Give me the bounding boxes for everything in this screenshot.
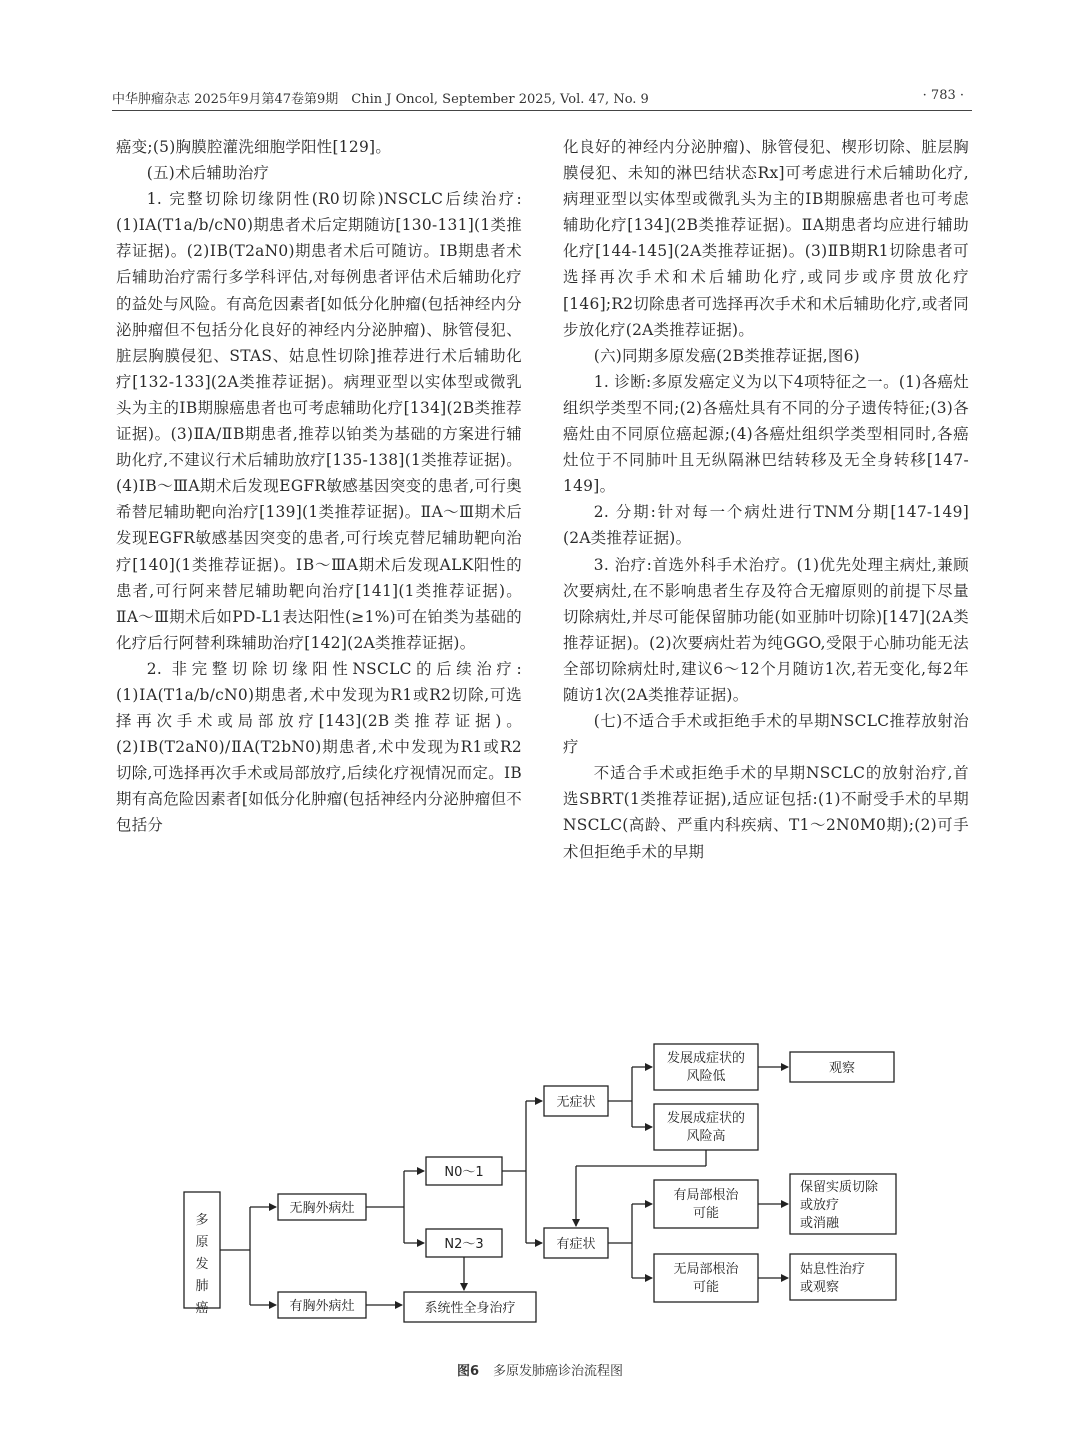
page-number: · 783 ·: [922, 88, 964, 103]
node-start-label: 多原发肺癌: [195, 1213, 209, 1316]
node-local-possible-label: 有局部根治可能: [673, 1188, 739, 1221]
running-header: [112, 86, 972, 111]
journal-info: 中华肿瘤杂志 2025年9月第47卷第9期 Chin J Oncol, September 2025, Vol. 47, No. 9: [112, 92, 649, 107]
node-systemic-label: 系统性全身治疗: [424, 1301, 516, 1316]
node-has-extrathoracic-label: 有胸外病灶: [289, 1299, 355, 1314]
section-heading: (七)不适合手术或拒绝手术的早期NSCLC推荐放射治疗: [563, 712, 969, 757]
node-no-extrathoracic-label: 无胸外病灶: [289, 1201, 355, 1216]
paragraph: 2. 非完整切除切缘阳性NSCLC的后续治疗:(1)ⅠA(T1a/b/cN0)期患者,术中发现为R1或R2切除,可选择再次手术或局部放疗[143](2B类推荐证据)。(2)ⅠB(T2aN0)/ⅡA(T2bN0)期患者,术中发现为R1或R2切除,可选择再次手术或局部放疗,后续化疗视情况而定。ⅠB期有高危险因素者[如低分化肿瘤(包括神经内分泌肿瘤但不包括分: [116, 659, 522, 835]
node-preserve-label: 保留实质切除或放疗或消融: [800, 1180, 879, 1231]
node-n0-1-label: N0～1: [444, 1165, 484, 1180]
right-column: [563, 134, 969, 865]
section-heading: (六)同期多原发癌(2B类推荐证据,图6): [593, 346, 860, 365]
node-observe-label: 观察: [828, 1061, 856, 1076]
left-column: [116, 134, 522, 839]
node-local-impossible-label: 无局部根治可能: [673, 1262, 739, 1295]
node-n2-3-label: N2～3: [444, 1237, 484, 1252]
figure-caption: [0, 1360, 1080, 1379]
section-heading: (五)术后辅助治疗: [146, 164, 270, 183]
node-low-risk-label: 发展成症状的风险低: [666, 1051, 746, 1084]
paragraph: 不适合手术或拒绝手术的早期NSCLC的放射治疗,首选SBRT(1类推荐证据),适应证包括:(1)不耐受手术的早期NSCLC(高龄、严重内科疾病、T1～2N0M0期);(2)可手术但拒绝手术的早期: [563, 764, 969, 861]
paragraph: 1. 完整切除切缘阴性(R0切除)NSCLC后续治疗:(1)ⅠA(T1a/b/cN0)期患者术后定期随访[130-131](1类推荐证据)。(2)ⅠB(T2aN0)期患者术后可随访。ⅠB期患者术后辅助治疗需行多学科评估,对每例患者评估术后辅助化疗的益处与风险。有高危因素者[如低分化肿瘤(包括神经内分泌肿瘤但不包括分化良好的神经内分泌肿瘤)、脉管侵犯、脏层胸膜侵犯、STAS、姑息性切除]推荐进行术后辅助化疗[132-133](2A类推荐证据)。病理亚型以实体型或微乳头为主的ⅠB期腺癌患者也可考虑辅助化疗[134](2B类推荐证据)。(3)ⅡA/ⅡB期患者,推荐以铂类为基础的方案进行辅助化疗,不建议行术后辅助放疗[135-138](1类推荐证据)。(4)ⅠB～ⅢA期术后发现EGFR敏感基因突变的患者,可行奥希替尼辅助靶向治疗[139](1类推荐证据)。ⅡA～Ⅲ期术后发现EGFR敏感基因突变的患者,可行埃克替尼辅助靶向治疗[140](1类推荐证据)。ⅠB～ⅢA期术后发现ALK阳性的患者,可行阿来替尼辅助靶向治疗[141](1类推荐证据)。ⅡA～Ⅲ期术后如PD-L1表达阳性(≥1%)可在铂类为基础的化疗后行阿替利珠辅助治疗[142](2A类推荐证据)。: [116, 190, 522, 652]
node-asymptomatic-label: 无症状: [556, 1095, 596, 1110]
paragraph: 2. 分期:针对每一个病灶进行TNM分期[147-149](2A类推荐证据)。: [563, 503, 969, 548]
node-high-risk-label: 发展成症状的风险高: [666, 1111, 746, 1144]
paragraph: 癌变;(5)胸膜腔灌洗细胞学阳性[129]。: [116, 138, 392, 156]
paragraph: 1. 诊断:多原发癌定义为以下4项特征之一。(1)各癌灶组织学类型不同;(2)各癌灶具有不同的分子遗传特征;(3)各癌灶由不同原位癌起源;(4)各癌灶组织学类型相同时,各癌灶位于不同肺叶且无纵隔淋巴结转移及无全身转移[147-149]。: [563, 372, 969, 496]
node-symptomatic-label: 有症状: [556, 1237, 596, 1252]
flowchart-figure: [180, 1034, 960, 1350]
paragraph: 化良好的神经内分泌肿瘤)、脉管侵犯、楔形切除、脏层胸膜侵犯、未知的淋巴结状态Rx]可考虑进行术后辅助化疗,病理亚型以实体型或微乳头为主的ⅠB期腺癌患者也可考虑辅助化疗[134](2B类推荐证据)。ⅡA期患者均应进行辅助化疗[144-145](2A类推荐证据)。(3)ⅡB期R1切除患者可选择再次手术和术后辅助化疗,或同步或序贯放化疗[146];R2切除患者可选择再次手术和术后辅助化疗,或者同步放化疗(2A类推荐证据)。: [563, 138, 969, 339]
figure-number: 图6: [456, 1364, 480, 1379]
paragraph: 3. 治疗:首选外科手术治疗。(1)优先处理主病灶,兼顾次要病灶,在不影响患者生存及符合无瘤原则的前提下尽量切除病灶,并尽可能保留肺功能(如亚肺叶切除)[147](2A类推荐证据)。(2)次要病灶若为纯GGO,受限于心肺功能无法全部切除病灶时,建议6～12个月随访1次,若无变化,每2年随访1次(2A类推荐证据)。: [563, 555, 969, 704]
node-palliative-label: 姑息性治疗或观察: [800, 1262, 866, 1295]
figure-title: 多原发肺癌诊治流程图: [493, 1364, 624, 1379]
